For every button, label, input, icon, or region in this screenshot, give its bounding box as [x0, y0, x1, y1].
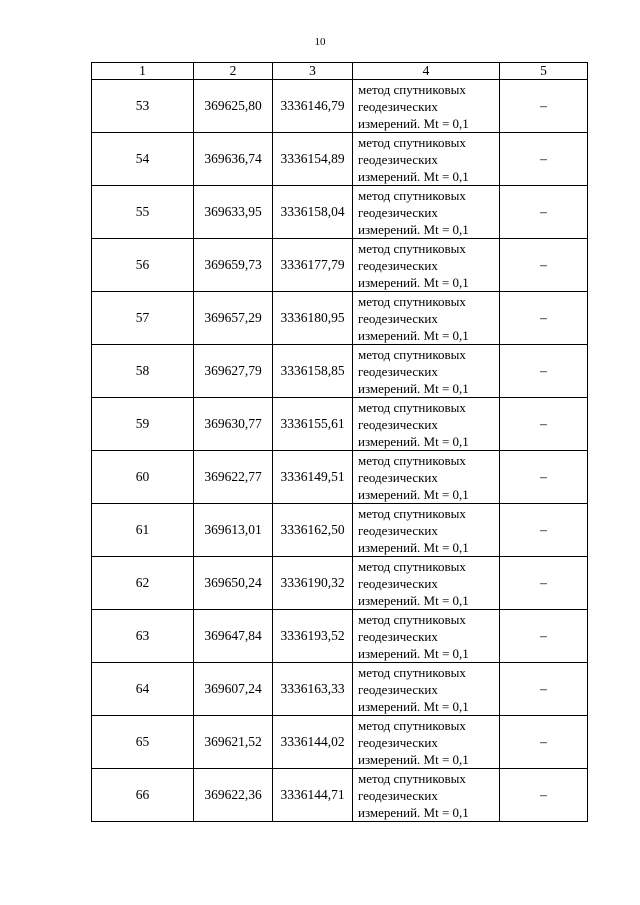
- method-cell: [353, 557, 500, 610]
- method-cell: [353, 610, 500, 663]
- method-text-line: измерений. Mt = 0,1: [358, 274, 469, 290]
- note-cell: –: [500, 610, 588, 663]
- y-coordinate-cell: 3336190,32: [273, 557, 353, 610]
- method-text-line: измерений. Mt = 0,1: [358, 592, 469, 608]
- header-cell-3: 3: [273, 63, 353, 80]
- header-cell-4: 4: [353, 63, 500, 80]
- y-coordinate-cell: 3336144,02: [273, 716, 353, 769]
- method-text-line: измерений. Mt = 0,1: [358, 115, 469, 131]
- table-row: [92, 663, 588, 716]
- method-text-line: геодезических: [358, 98, 438, 114]
- method-cell: [353, 663, 500, 716]
- table-row: [92, 292, 588, 345]
- method-text-line: метод спутниковых: [358, 611, 466, 627]
- header-cell-2: 2: [194, 63, 273, 80]
- point-number-cell: 58: [92, 345, 194, 398]
- y-coordinate-cell: 3336154,89: [273, 133, 353, 186]
- x-coordinate-cell: 369621,52: [194, 716, 273, 769]
- note-cell: –: [500, 769, 588, 822]
- method-text-line: геодезических: [358, 204, 438, 220]
- method-text-line: метод спутниковых: [358, 346, 466, 362]
- x-coordinate-cell: 369625,80: [194, 80, 273, 133]
- method-text-line: измерений. Mt = 0,1: [358, 168, 469, 184]
- x-coordinate-cell: 369613,01: [194, 504, 273, 557]
- y-coordinate-cell: 3336144,71: [273, 769, 353, 822]
- method-cell: [353, 133, 500, 186]
- method-text-line: геодезических: [358, 257, 438, 273]
- method-cell: [353, 451, 500, 504]
- method-text-line: геодезических: [358, 469, 438, 485]
- method-text-line: метод спутниковых: [358, 399, 466, 415]
- y-coordinate-cell: 3336158,04: [273, 186, 353, 239]
- method-text-line: метод спутниковых: [358, 558, 466, 574]
- table-header-row: [92, 63, 588, 80]
- x-coordinate-cell: 369650,24: [194, 557, 273, 610]
- method-cell: [353, 345, 500, 398]
- x-coordinate-cell: 369633,95: [194, 186, 273, 239]
- point-number-cell: 65: [92, 716, 194, 769]
- method-cell: [353, 292, 500, 345]
- x-coordinate-cell: 369622,77: [194, 451, 273, 504]
- method-text-line: измерений. Mt = 0,1: [358, 327, 469, 343]
- point-number-cell: 62: [92, 557, 194, 610]
- note-cell: –: [500, 239, 588, 292]
- method-text-line: измерений. Mt = 0,1: [358, 486, 469, 502]
- point-number-cell: 61: [92, 504, 194, 557]
- point-number-cell: 57: [92, 292, 194, 345]
- note-cell: –: [500, 663, 588, 716]
- point-number-cell: 64: [92, 663, 194, 716]
- point-number-cell: 54: [92, 133, 194, 186]
- point-number-cell: 63: [92, 610, 194, 663]
- x-coordinate-cell: 369659,73: [194, 239, 273, 292]
- y-coordinate-cell: 3336155,61: [273, 398, 353, 451]
- table-row: [92, 239, 588, 292]
- method-text-line: измерений. Mt = 0,1: [358, 380, 469, 396]
- method-cell: [353, 398, 500, 451]
- x-coordinate-cell: 369607,24: [194, 663, 273, 716]
- y-coordinate-cell: 3336177,79: [273, 239, 353, 292]
- y-coordinate-cell: 3336163,33: [273, 663, 353, 716]
- method-text-line: измерений. Mt = 0,1: [358, 698, 469, 714]
- table-row: [92, 557, 588, 610]
- x-coordinate-cell: 369647,84: [194, 610, 273, 663]
- method-text-line: метод спутниковых: [358, 187, 466, 203]
- method-text-line: метод спутниковых: [358, 240, 466, 256]
- table-row: [92, 80, 588, 133]
- method-text-line: измерений. Mt = 0,1: [358, 645, 469, 661]
- note-cell: –: [500, 292, 588, 345]
- point-number-cell: 55: [92, 186, 194, 239]
- x-coordinate-cell: 369622,36: [194, 769, 273, 822]
- header-cell-1: 1: [92, 63, 194, 80]
- point-number-cell: 59: [92, 398, 194, 451]
- method-text-line: метод спутниковых: [358, 717, 466, 733]
- method-text-line: метод спутниковых: [358, 81, 466, 97]
- note-cell: –: [500, 716, 588, 769]
- method-text-line: геодезических: [358, 522, 438, 538]
- y-coordinate-cell: 3336146,79: [273, 80, 353, 133]
- table-row: [92, 186, 588, 239]
- note-cell: –: [500, 557, 588, 610]
- x-coordinate-cell: 369630,77: [194, 398, 273, 451]
- method-text-line: измерений. Mt = 0,1: [358, 539, 469, 555]
- method-text-line: измерений. Mt = 0,1: [358, 751, 469, 767]
- method-text-line: измерений. Mt = 0,1: [358, 804, 469, 820]
- method-text-line: метод спутниковых: [358, 770, 466, 786]
- method-cell: [353, 504, 500, 557]
- method-text-line: метод спутниковых: [358, 505, 466, 521]
- method-text-line: метод спутниковых: [358, 293, 466, 309]
- note-cell: –: [500, 80, 588, 133]
- note-cell: –: [500, 186, 588, 239]
- note-cell: –: [500, 345, 588, 398]
- note-cell: –: [500, 504, 588, 557]
- table-row: [92, 610, 588, 663]
- method-text-line: метод спутниковых: [358, 452, 466, 468]
- y-coordinate-cell: 3336162,50: [273, 504, 353, 557]
- method-text-line: измерений. Mt = 0,1: [358, 221, 469, 237]
- x-coordinate-cell: 369627,79: [194, 345, 273, 398]
- method-cell: [353, 186, 500, 239]
- y-coordinate-cell: 3336158,85: [273, 345, 353, 398]
- method-cell: [353, 239, 500, 292]
- coordinates-table: [91, 62, 588, 822]
- method-text-line: измерений. Mt = 0,1: [358, 433, 469, 449]
- method-text-line: геодезических: [358, 310, 438, 326]
- x-coordinate-cell: 369657,29: [194, 292, 273, 345]
- table-row: [92, 398, 588, 451]
- method-text-line: геодезических: [358, 416, 438, 432]
- table-row: [92, 451, 588, 504]
- page-number: 10: [314, 36, 326, 48]
- method-text-line: метод спутниковых: [358, 134, 466, 150]
- header-cell-5: 5: [500, 63, 588, 80]
- method-text-line: геодезических: [358, 734, 438, 750]
- method-cell: [353, 769, 500, 822]
- note-cell: –: [500, 451, 588, 504]
- table-row: [92, 504, 588, 557]
- y-coordinate-cell: 3336193,52: [273, 610, 353, 663]
- y-coordinate-cell: 3336180,95: [273, 292, 353, 345]
- method-text-line: геодезических: [358, 787, 438, 803]
- point-number-cell: 66: [92, 769, 194, 822]
- method-cell: [353, 80, 500, 133]
- table-row: [92, 133, 588, 186]
- method-text-line: геодезических: [358, 628, 438, 644]
- table-row: [92, 345, 588, 398]
- y-coordinate-cell: 3336149,51: [273, 451, 353, 504]
- method-text-line: геодезических: [358, 363, 438, 379]
- x-coordinate-cell: 369636,74: [194, 133, 273, 186]
- point-number-cell: 53: [92, 80, 194, 133]
- method-text-line: геодезических: [358, 681, 438, 697]
- method-cell: [353, 716, 500, 769]
- point-number-cell: 56: [92, 239, 194, 292]
- table-row: [92, 769, 588, 822]
- table-row: [92, 716, 588, 769]
- method-text-line: метод спутниковых: [358, 664, 466, 680]
- method-text-line: геодезических: [358, 151, 438, 167]
- note-cell: –: [500, 398, 588, 451]
- method-text-line: геодезических: [358, 575, 438, 591]
- note-cell: –: [500, 133, 588, 186]
- point-number-cell: 60: [92, 451, 194, 504]
